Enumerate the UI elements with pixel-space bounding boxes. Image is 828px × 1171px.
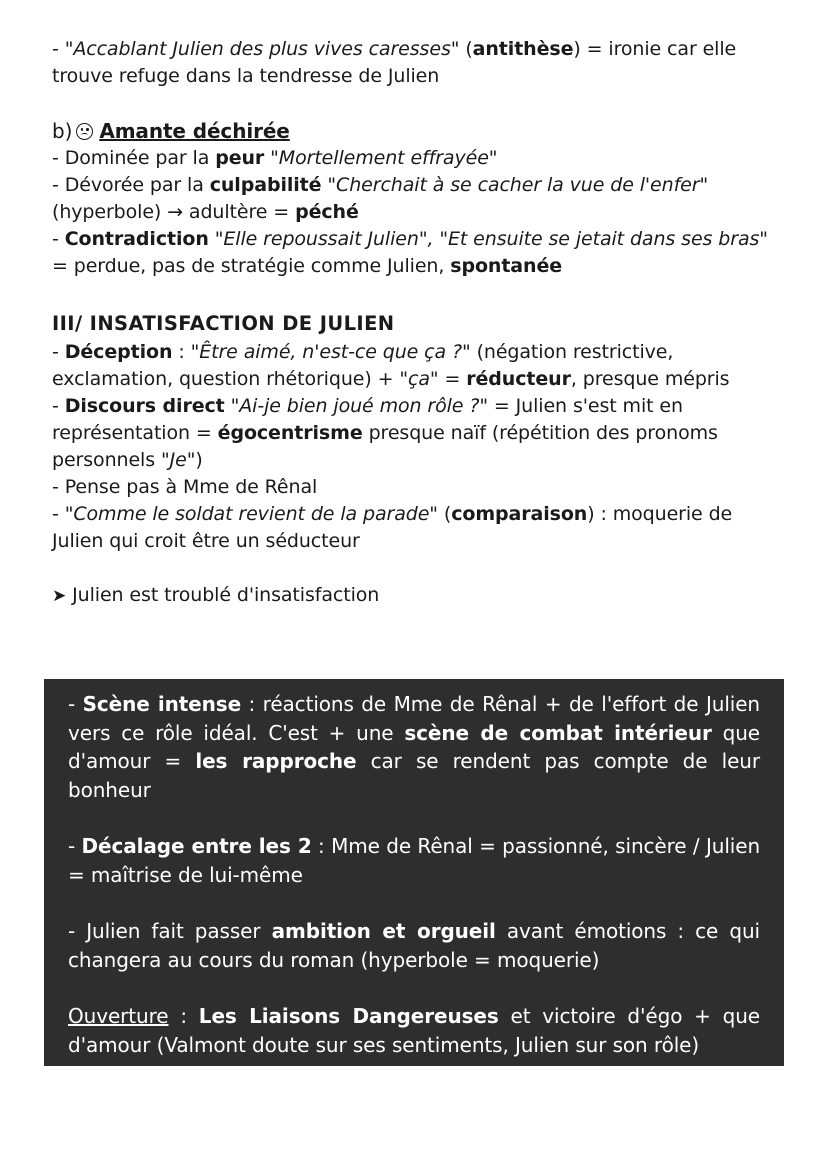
- text: exclamation, question rhétorique) +: [52, 368, 400, 390]
- text: -: [52, 38, 65, 60]
- sad-face-icon: [76, 123, 93, 140]
- s3-line-5: [52, 447, 792, 474]
- intro-line-1: [52, 36, 792, 63]
- text: presque naïf (répétition des pronoms: [362, 422, 718, 444]
- text: que d'amour =: [68, 720, 761, 773]
- text: = perdue, pas de stratégie comme Julien,: [52, 255, 451, 277]
- text: :: [172, 341, 191, 363]
- text: (hyperbole) → adultère =: [52, 201, 296, 223]
- s3-line-6: - Pense pas à Mme de Rênal: [52, 476, 318, 498]
- quote: "ça": [399, 368, 439, 390]
- keyword: réducteur: [466, 368, 571, 390]
- sub-b-line-5: [52, 253, 792, 280]
- text: - Dévorée par la: [52, 174, 210, 196]
- text: et victoire d'égo + que d'amour (Valmont doute sur ses sentiments, Julien sur son rôle): [68, 1004, 761, 1057]
- keyword: péché: [295, 201, 359, 223]
- keyword: culpabilité: [209, 174, 322, 196]
- keyword: comparaison: [451, 503, 588, 525]
- text: , presque mépris: [570, 368, 730, 390]
- subheading-title: Amante déchirée: [99, 119, 290, 143]
- text: -: [52, 228, 65, 250]
- keyword: ambition et orgueil: [271, 919, 496, 943]
- opening-label: Ouverture: [68, 1004, 169, 1028]
- text: personnels: [52, 449, 161, 471]
- quote: "Mortellement effrayée": [270, 147, 498, 169]
- conclusion-text: Julien est troublé d'insatisfaction: [72, 584, 380, 606]
- conclusion-line: [52, 582, 792, 610]
- text: - Dominée par la: [52, 147, 216, 169]
- keyword: Décalage entre les 2: [81, 834, 312, 858]
- keyword: scène de combat intérieur: [404, 720, 712, 745]
- keyword: Les Liaisons Dangereuses: [198, 1004, 499, 1028]
- text: (: [459, 38, 473, 60]
- text: -: [52, 395, 65, 417]
- text: (: [437, 503, 452, 525]
- text: =: [438, 368, 467, 390]
- text: :: [168, 1004, 199, 1028]
- text: représentation =: [52, 422, 218, 444]
- keyword: spontanée: [450, 255, 563, 277]
- quote: "Ai-je bien joué mon rôle ?": [230, 395, 488, 417]
- text: = Julien s'est mit en: [487, 395, 683, 417]
- text: -: [68, 692, 83, 716]
- quote: "Comme le soldat revient de la parade": [64, 503, 438, 525]
- s3-line-7: [52, 501, 792, 528]
- text: car se rendent pas compte de leur bonheur: [68, 749, 760, 802]
- arrow-right-icon: ➤: [52, 586, 67, 606]
- summary-box: [44, 679, 784, 1066]
- text: ) : moquerie de: [587, 503, 733, 525]
- document-page: [52, 36, 792, 610]
- s3-line-1: [52, 339, 792, 366]
- keyword: les rapproche: [195, 749, 357, 773]
- subheading-letter: b): [52, 119, 73, 143]
- text: -: [68, 834, 82, 858]
- keyword: Scène intense: [82, 692, 242, 716]
- text: - Julien fait passer: [68, 919, 272, 943]
- quote: "Je": [160, 449, 196, 471]
- quote: "Accablant Julien des plus vives caresses": [64, 38, 460, 60]
- s3-line-8: Julien qui croit être un séducteur: [52, 530, 360, 552]
- sub-b-line-3: [52, 199, 792, 226]
- keyword: égocentrisme: [217, 422, 363, 444]
- summary-paragraph-2: [68, 832, 760, 889]
- summary-paragraph-3: [68, 917, 760, 974]
- sub-b-line-4: [52, 226, 792, 253]
- quote: "Cherchait à se cacher la vue de l'enfer": [327, 174, 709, 196]
- sub-b-line-2: [52, 172, 792, 199]
- keyword: peur: [215, 147, 265, 169]
- subheading-b: [52, 117, 792, 145]
- text: : réactions de Mme de Rênal + de l'effort de Julien vers ce rôle idéal. C'est + une: [68, 692, 761, 745]
- s3-line-2: [52, 366, 792, 393]
- keyword: Déception: [64, 341, 173, 363]
- keyword: Discours direct: [64, 395, 225, 417]
- summary-paragraph-1: [68, 690, 760, 804]
- quote: "Être aimé, n'est-ce que ça ?": [190, 341, 471, 363]
- section-title: III/ INSATISFACTION DE JULIEN: [52, 312, 395, 335]
- text: -: [52, 503, 65, 525]
- text: ) = ironie car elle: [573, 38, 737, 60]
- text: ): [195, 449, 203, 471]
- sub-b-line-1: [52, 145, 792, 172]
- text: avant émotions : ce qui changera au cours du roman (hyperbole = moquerie): [68, 919, 760, 972]
- quote: "Elle repoussait Julien", "Et ensuite se jetait dans ses bras": [214, 228, 768, 250]
- summary-paragraph-4: [68, 1002, 760, 1059]
- text: : Mme de Rênal = passionné, sincère / Julien = maîtrise de lui-même: [68, 834, 761, 887]
- s3-line-3: [52, 393, 792, 420]
- keyword: antithèse: [472, 38, 574, 60]
- intro-line-2: trouve refuge dans la tendresse de Julien: [52, 65, 440, 87]
- s3-line-4: [52, 420, 792, 447]
- text: -: [52, 341, 65, 363]
- text: (négation restrictive,: [470, 341, 674, 363]
- keyword: Contradiction: [64, 228, 209, 250]
